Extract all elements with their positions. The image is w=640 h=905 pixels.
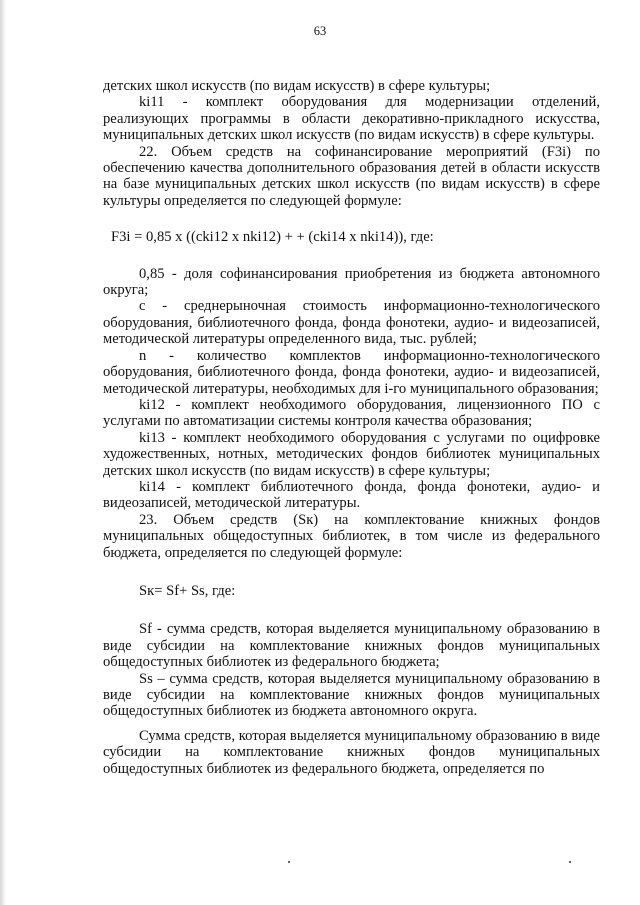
paragraph-continuation: детских школ искусств (по видам искусств) в сфере культуры;	[103, 78, 491, 94]
page-number: 63	[313, 24, 327, 38]
formula-f3i: F3i = 0,85 х ((cki12 x nki12) + + (cki14 x nki14)), где:	[111, 229, 434, 246]
paragraph-ki14: ki14 - комплект библиотечного фонда, фонда фонотеки, аудио- и видеозаписей, методической литературы.	[103, 478, 600, 512]
paragraph-23: 23. Объем средств (Sк) на комплектование книжных фондов муниципальных общедоступных библиотек, в том числе из федерального бюджета, определяется по следующей формуле:	[103, 511, 600, 561]
paragraph-coefficient: 0,85 - доля софинансирования приобретения из бюджета автономного округа;	[103, 265, 600, 299]
scan-edge	[0, 0, 6, 905]
paragraph-ki12: ki12 - комплект необходимого оборудования, лицензионного ПО с услугами по автоматизации системы контроля качества образования;	[103, 396, 600, 430]
paragraph-n-definition: n - количество комплектов информационно-технологического оборудования, библиотечного фонда, фонда фонотеки, аудио- и видеозаписей, методической литературы, необходимых для i-го муниципального образования;	[103, 347, 600, 397]
paragraph-ki13: ki13 - комплект необходимого оборудования с услугами по оцифровке художественных, нотных, методических фондов библиотек муниципальных детских школ искусств (по видам искусств) в сфере культуры;	[103, 429, 600, 479]
paragraph-sf-definition: Sf - сумма средств, которая выделяется муниципальному образованию в виде субсидии на комплектование книжных фондов муниципальных общедоступных библиотек из федерального бюджета;	[103, 621, 600, 671]
document-body	[103, 78, 600, 777]
paragraph-ss-definition: Ss – сумма средств, которая выделяется муниципальному образованию в виде субсидии на комплектование книжных фондов муниципальных общедоступных библиотек из бюджета автономного округа.	[103, 670, 600, 720]
paragraph-sum-federal: Сумма средств, которая выделяется муниципальному образованию в виде субсидии на комплектование книжных фондов муниципальных общедоступных библиотек из федерального бюджета, определяется по	[103, 727, 600, 777]
formula-sk: Sк= Sf+ Ss, где:	[139, 582, 236, 599]
paragraph-22: 22. Объем средств на софинансирование мероприятий (F3i) по обеспечению качества дополнительного образования детей в области искусств на базе муниципальных детских школ искусств (по видам искусств) в сфере культуры определяется по следующей формуле:	[103, 143, 600, 209]
scan-speck	[569, 861, 571, 863]
paragraph-c-definition: c - среднерыночная стоимость информационно-технологического оборудования, библиотечного фонда, фонда фонотеки, аудио- и видеозаписей, методической литературы определенного вида, тыс. рублей;	[103, 298, 600, 348]
scan-speck	[288, 861, 290, 863]
paragraph-ki11: ki11 - комплект оборудования для модернизации отделений, реализующих программы в области декоративно-прикладного искусства, муниципальных детских школ искусств (по видам искусств) в сфере культуры.	[103, 94, 600, 144]
